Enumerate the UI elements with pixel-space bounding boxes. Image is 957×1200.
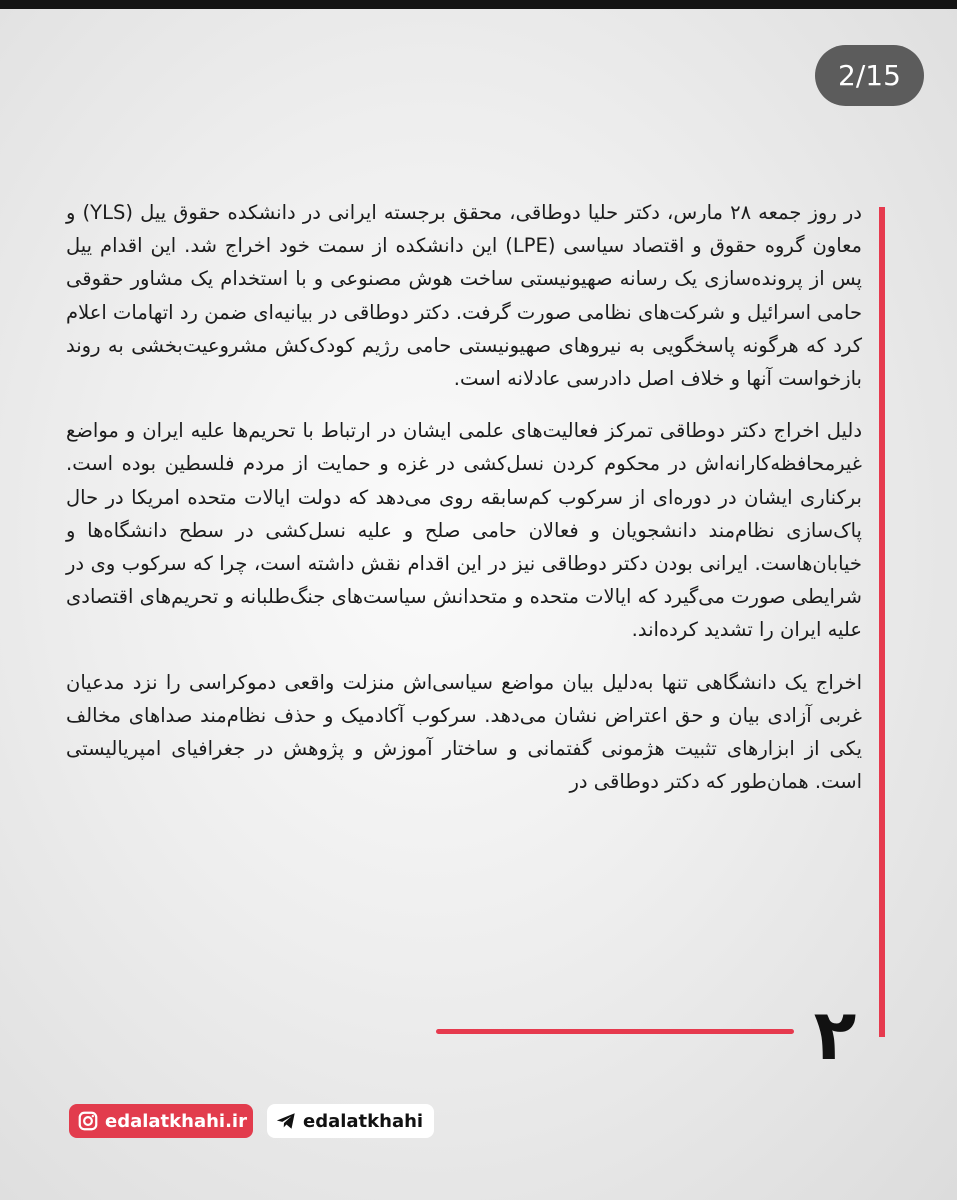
paragraph-1: در روز جمعه ۲۸ مارس، دکتر حلیا دوطاقی، محقق برجسته ایرانی در دانشکده حقوق ییل (YLS) و معاون گروه حقوق و اقتصاد سیاسی (LPE) این دانشکده از سمت خود اخراج شد. این اقدام ییل پس از پرونده‌سازی یک رسانه صهیونیستی ساخت هوش مصنوعی و با استخدام یک مشاور حقوقی حامی اسرائیل و شرکت‌های نظامی صورت گرفت. دکتر دوطاقی در بیانیه‌ای ضمن رد اتهامات اعلام کرد که هرگونه پاسخگویی به نیروهای صهیونیستی حامی رژیم کودک‌کش مشروعیت‌بخشی به روند بازخواست آنها و خلاف اصل دادرسی عادلانه است. [66, 201, 862, 391]
slide-counter-badge: 2/15 [815, 45, 924, 106]
paragraph-3: اخراج یک دانشگاهی تنها به‌دلیل بیان مواضع سیاسی‌اش منزلت واقعی دموکراسی را نزد مدعیان غربی آزادی بیان و حق اعتراض نشان می‌دهد. سرکوب آکادمیک و حذف نظام‌مند صداهای مخالف یکی از ابزارهای تثبیت هژمونی گفتمانی و ساختار آموزش و پژوهش در جغرافیای امپریالیستی است. همان‌طور که دکتر دوطاقی در [66, 670, 862, 794]
accent-vertical-bar [879, 207, 885, 1037]
instagram-badge[interactable] [69, 1104, 253, 1138]
top-edge-bar [0, 0, 957, 9]
article-body [66, 196, 862, 817]
instagram-icon [77, 1110, 99, 1132]
paragraph-2: دلیل اخراج دکتر دوطاقی تمرکز فعالیت‌های علمی ایشان در ارتباط با تحریم‌ها علیه ایران و مواضع غیرمحافظه‌کارانه‌اش در محکوم کردن نسل‌کشی در غزه و حمایت از مردم فلسطین بوده است. برکناری ایشان در دوره‌ای از سرکوب کم‌سابقه روی می‌دهد که دولت ایالات متحده امریکا در حال پاک‌سازی نظام‌مند دانشجویان و فعالان حامی صلح و علیه نسل‌کشی در سطح دانشگاه‌ها و خیابان‌هاست. ایرانی بودن دکتر دوطاقی نیز در این اقدام نقش داشته است، چرا که سرکوب وی در شرایطی صورت می‌گیرد که ایالات متحده و متحدانش سیاست‌های جنگ‌طلبانه و تحریم‌های اقتصادی علیه ایران را تشدید کرده‌اند. [66, 419, 862, 642]
instagram-handle: edalatkhahi.ir [105, 1110, 247, 1132]
telegram-handle: edalatkhahi [303, 1110, 424, 1132]
page-number-underline [436, 1029, 794, 1034]
telegram-badge[interactable] [267, 1104, 434, 1138]
page-number: ۲ [813, 994, 857, 1076]
telegram-icon [275, 1110, 297, 1132]
